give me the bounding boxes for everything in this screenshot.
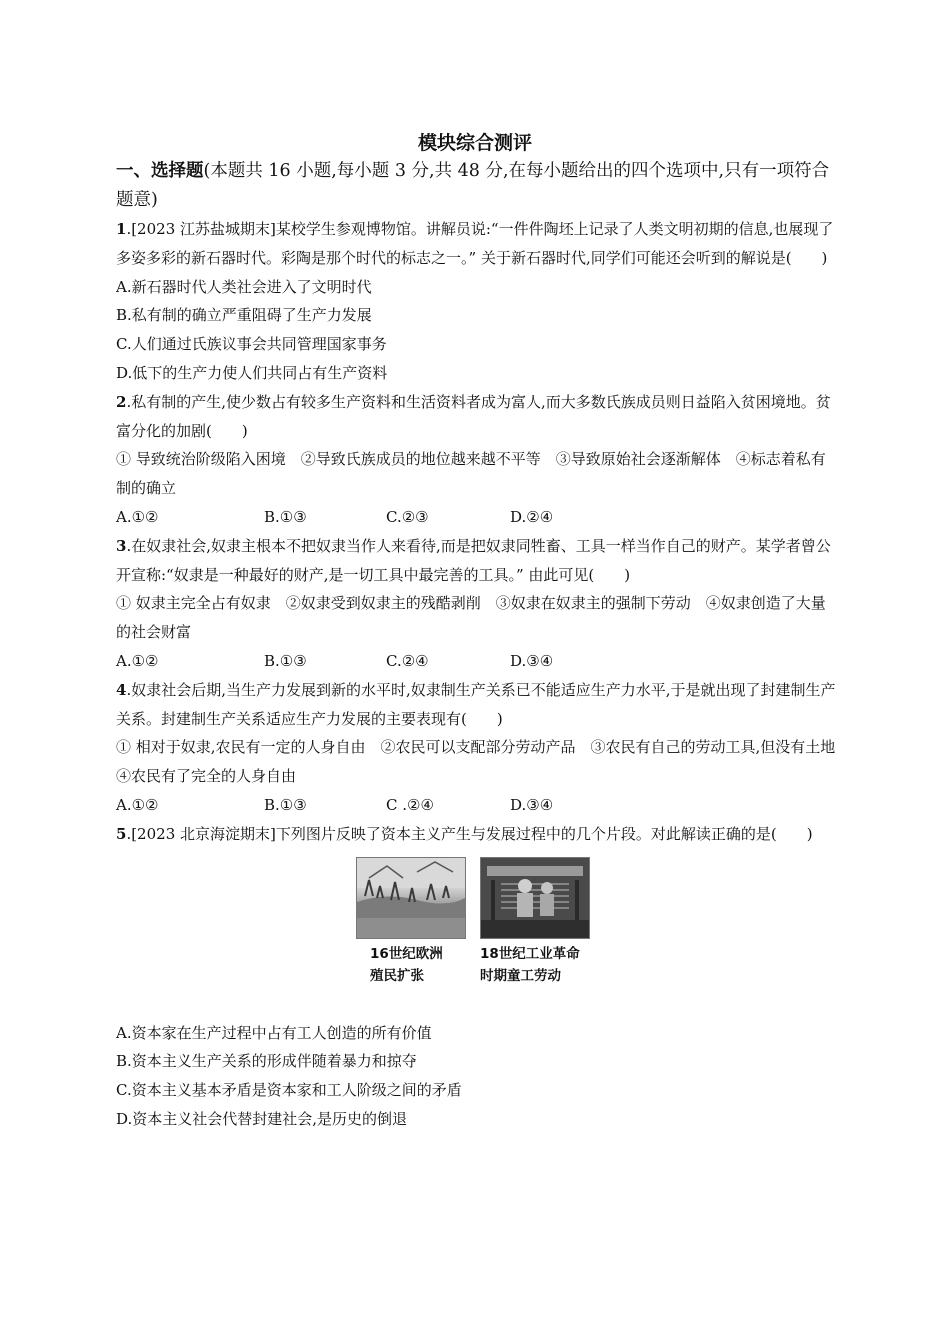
question-1: [116, 215, 838, 388]
choice-a[interactable]: A.①②: [116, 651, 159, 670]
question-number: 2: [116, 392, 127, 411]
option-a[interactable]: A.资本家在生产过程中占有工人创造的所有价值: [116, 1023, 432, 1042]
option-a[interactable]: A.新石器时代人类社会进入了文明时代: [116, 277, 372, 296]
statement-list: ① 相对于奴隶,农民有一定的人身自由 ②农民可以支配部分劳动产品 ③农民有自己的劳动工具,但没有土地 ④农民有了完全的人身自由: [116, 738, 851, 786]
question-figure: [116, 849, 838, 1019]
choice-row: [116, 503, 838, 532]
child-labor-illustration: [481, 858, 589, 938]
question-2: [116, 388, 838, 532]
choice-row: [116, 647, 838, 676]
figure-caption-2: [480, 943, 600, 987]
choice-row: [116, 791, 838, 820]
question-number: 4: [116, 680, 127, 699]
question-text: .[2023 江苏盐城期末]某校学生参观博物馆。讲解员说:“一件件陶坯上记录了人类文明初期的信息,也展现了多姿多彩的新石器时代。彩陶是那个时代的标志之一。” 关于新石器时代,同学们可能还会听到的解说是( ): [116, 220, 834, 267]
question-3: [116, 532, 838, 676]
question-4: [116, 676, 851, 820]
colonial-expansion-illustration: [357, 858, 465, 938]
choice-c[interactable]: C.②③: [386, 507, 429, 526]
choice-b[interactable]: B.①③: [264, 507, 307, 526]
question-text: .在奴隶社会,奴隶主根本不把奴隶当作人来看待,而是把奴隶同牲畜、工具一样当作自己的财产。某学者曾公开宣称:“奴隶是一种最好的财产,是一切工具中最完善的工具。” 由此可见( ): [116, 536, 831, 584]
question-text: .[2023 北京海淀期末]下列图片反映了资本主义产生与发展过程中的几个片段。对此解读正确的是( ): [126, 824, 813, 843]
choice-a[interactable]: A.①②: [116, 795, 159, 814]
option-b[interactable]: B.私有制的确立严重阻碍了生产力发展: [116, 306, 372, 325]
section-instructions: (本题共 16 小题,每小题 3 分,共 48 分,在每小题给出的四个选项中,只有一项符合题意): [116, 161, 830, 210]
choice-a[interactable]: A.①②: [116, 507, 159, 526]
option-c[interactable]: C.资本主义基本矛盾是资本家和工人阶级之间的矛盾: [116, 1081, 462, 1100]
section-heading: [116, 157, 838, 215]
question-list: [116, 215, 851, 1134]
question-number: 1: [116, 220, 127, 238]
question-5: [116, 820, 838, 1134]
question-stem: [116, 388, 838, 446]
option-d[interactable]: D.低下的生产力使人们共同占有生产资料: [116, 363, 388, 382]
caption-line: 18世纪工业革命: [480, 945, 580, 962]
section-label: 一、选择题: [116, 161, 204, 181]
question-stem: [116, 820, 838, 849]
question-stem: [116, 532, 838, 590]
option-c[interactable]: C.人们通过氏族议事会共同管理国家事务: [116, 335, 387, 354]
statement-list: ① 奴隶主完全占有奴隶 ②奴隶受到奴隶主的残酷剥削 ③奴隶在奴隶主的强制下劳动 ④奴隶创造了大量的社会财富: [116, 594, 826, 642]
choice-d[interactable]: D.②④: [510, 507, 554, 526]
question-number: 5: [116, 824, 127, 843]
figure-caption-1: [370, 943, 470, 987]
choice-d[interactable]: D.③④: [510, 795, 554, 814]
child-labor-photo: [480, 857, 590, 939]
caption-line: 16世纪欧洲: [370, 945, 443, 962]
page-title: 模块综合测评: [417, 132, 532, 154]
statement-list: ① 导致统治阶级陷入困境 ②导致氏族成员的地位越来越不平等 ③导致原始社会逐渐解体 ④标志着私有制的确立: [116, 450, 826, 498]
question-number: 3: [116, 536, 127, 555]
option-b[interactable]: B.资本主义生产关系的形成伴随着暴力和掠夺: [116, 1052, 417, 1071]
choice-b[interactable]: B.①③: [264, 651, 307, 670]
question-stem: [116, 215, 838, 273]
caption-line: 殖民扩张: [370, 967, 424, 984]
choice-c[interactable]: C.②④: [386, 651, 429, 670]
choice-b[interactable]: B.①③: [264, 795, 307, 814]
question-text: .私有制的产生,使少数占有较多生产资料和生活资料者成为富人,而大多数氏族成员则日益陷入贫困境地。贫富分化的加剧( ): [116, 392, 831, 440]
caption-line: 时期童工劳动: [480, 967, 561, 984]
question-stem: [116, 676, 838, 734]
colonial-expansion-photo: [356, 857, 466, 939]
choice-c[interactable]: C .②④: [386, 795, 434, 814]
question-text: .奴隶社会后期,当生产力发展到新的水平时,奴隶制生产关系已不能适应生产力水平,于是就出现了封建制生产关系。封建制生产关系适应生产力发展的主要表现有( ): [116, 680, 836, 728]
option-d[interactable]: D.资本主义社会代替封建社会,是历史的倒退: [116, 1109, 408, 1128]
choice-d[interactable]: D.③④: [510, 651, 554, 670]
